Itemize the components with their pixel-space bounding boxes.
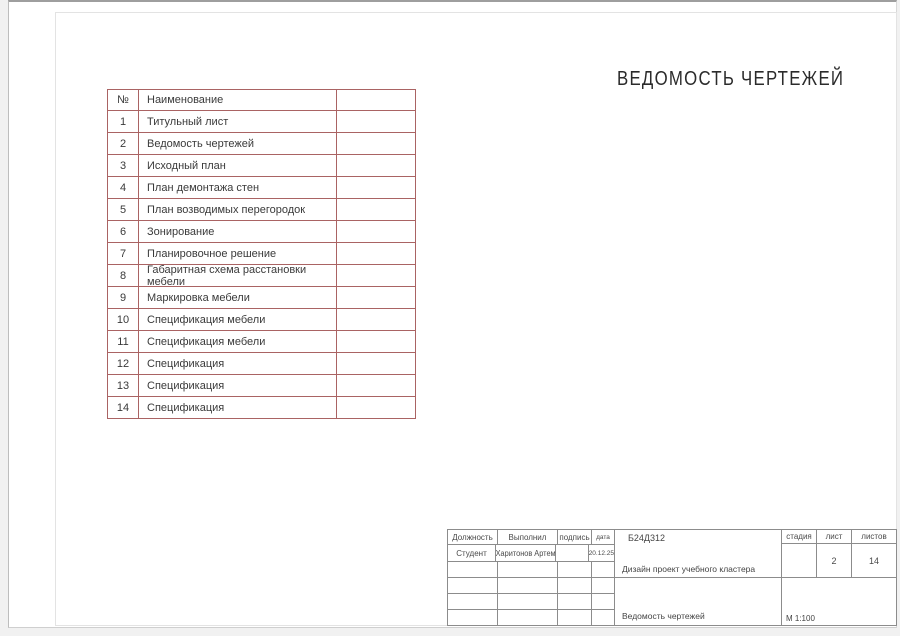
row-number: 14 [108, 397, 139, 418]
row-note [337, 375, 415, 396]
table-row [108, 243, 415, 265]
performed-value [496, 545, 556, 561]
table-row [108, 155, 415, 177]
drawing-sheet [8, 0, 897, 628]
row-number: 8 [108, 265, 139, 286]
row-number: 10 [108, 309, 139, 330]
title-block-signatures-section [448, 530, 615, 625]
row-note [337, 199, 415, 220]
document-name: Ведомость чертежей [622, 611, 705, 621]
performed-value-text: Харитонов Артем [495, 548, 556, 558]
project-cell [615, 530, 781, 578]
row-note [337, 287, 415, 308]
stamp-header-row [448, 530, 614, 545]
row-number: 7 [108, 243, 139, 264]
row-name: План возводимых перегородок [139, 199, 337, 220]
scale-cell [782, 578, 896, 625]
row-note [337, 309, 415, 330]
table-row [108, 221, 415, 243]
stage-value [782, 544, 817, 577]
row-name: Планировочное решение [139, 243, 337, 264]
sheets-label: листов [861, 532, 887, 541]
sheet-values-row [782, 544, 896, 578]
table-row [108, 353, 415, 375]
row-name: Маркировка мебели [139, 287, 337, 308]
table-row [108, 133, 415, 155]
row-name: Исходный план [139, 155, 337, 176]
row-number: 2 [108, 133, 139, 154]
table-row [108, 265, 415, 287]
table-row [108, 309, 415, 331]
sheet-header-row [782, 530, 896, 544]
table-row [108, 199, 415, 221]
row-number: 3 [108, 155, 139, 176]
row-name: Спецификация [139, 397, 337, 418]
date-label: дата [596, 533, 610, 541]
row-number: 4 [108, 177, 139, 198]
title-block [447, 529, 897, 626]
row-name: Спецификация [139, 353, 337, 374]
row-note [337, 221, 415, 242]
sheets-total: 14 [868, 555, 879, 566]
column-header-number: № [108, 90, 139, 110]
signature-label: подпись [558, 530, 592, 544]
table-row [108, 111, 415, 133]
row-name: Ведомость чертежей [139, 133, 337, 154]
row-name: Габаритная схема расстановки мебели [139, 265, 337, 286]
project-name: Дизайн проект учебного кластера [622, 564, 756, 574]
table-header-row [108, 90, 415, 111]
position-label: Должность [448, 530, 498, 544]
row-number: 5 [108, 199, 139, 220]
sheet-label: лист [817, 530, 852, 543]
row-number: 1 [108, 111, 139, 132]
document-name-cell [615, 578, 781, 625]
row-number: 11 [108, 331, 139, 352]
row-name: Спецификация мебели [139, 331, 337, 352]
table-row [108, 287, 415, 309]
column-header-name: Наименование [139, 90, 337, 110]
row-name: Спецификация мебели [139, 309, 337, 330]
row-note [337, 397, 415, 418]
row-note [337, 155, 415, 176]
drawing-list-table [107, 89, 416, 419]
row-number: 6 [108, 221, 139, 242]
stamp-data-row [448, 545, 614, 562]
row-name: Спецификация [139, 375, 337, 396]
table-row [108, 331, 415, 353]
signature-cell [556, 545, 589, 561]
table-row [108, 375, 415, 397]
stamp-empty-row [448, 562, 614, 578]
row-number: 13 [108, 375, 139, 396]
table-row [108, 177, 415, 199]
sheet-number: 2 [817, 544, 852, 577]
table-row [108, 397, 415, 418]
column-header-note [337, 90, 415, 110]
row-name: Зонирование [139, 221, 337, 242]
stamp-empty-row [448, 594, 614, 610]
row-note [337, 133, 415, 154]
project-code: Б24Д312 [628, 533, 666, 543]
position-value: Студент [448, 545, 496, 561]
row-note [337, 111, 415, 132]
row-name: План демонтажа стен [139, 177, 337, 198]
stamp-empty-row [448, 610, 614, 625]
stage-label: стадия [782, 530, 817, 543]
page-title: ВЕДОМОСТЬ ЧЕРТЕЖЕЙ [617, 68, 845, 90]
date-value: 20.12.25 [588, 549, 614, 557]
row-number: 9 [108, 287, 139, 308]
row-note [337, 243, 415, 264]
row-name: Титульный лист [139, 111, 337, 132]
row-note [337, 177, 415, 198]
stamp-empty-row [448, 578, 614, 594]
row-note [337, 331, 415, 352]
performed-label: Выполнил [498, 530, 558, 544]
title-block-sheet-section [782, 530, 896, 625]
row-note [337, 265, 415, 286]
row-number: 12 [108, 353, 139, 374]
row-note [337, 353, 415, 374]
title-block-project-section [615, 530, 782, 625]
scale-value: М 1:100 [786, 614, 815, 623]
